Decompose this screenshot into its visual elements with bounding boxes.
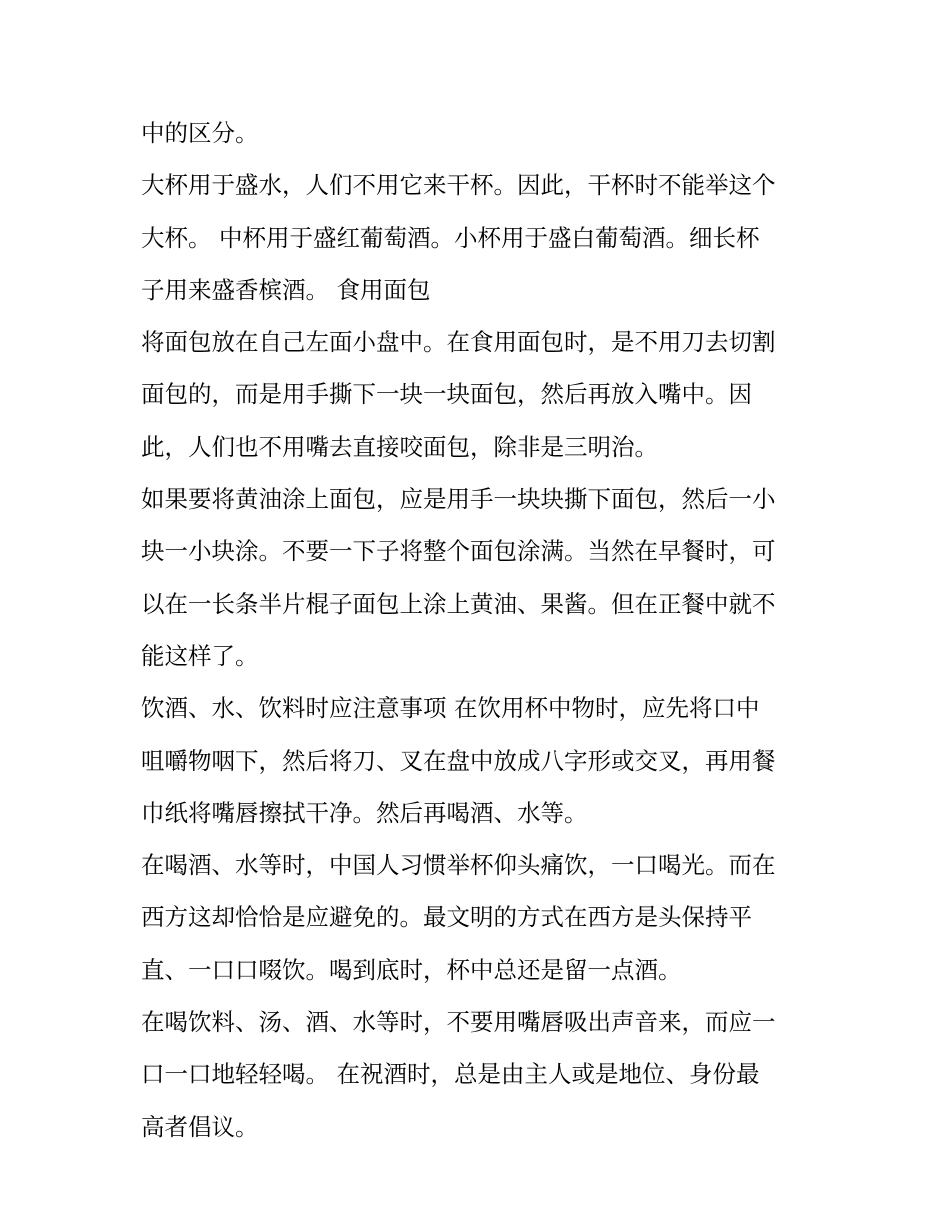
text-line: 此，人们也不用嘴去直接咬面包，除非是三明治。 <box>141 432 658 461</box>
text-line: 大杯。 中杯用于盛红葡萄酒。小杯用于盛白葡萄酒。细长杯 <box>141 223 760 252</box>
document-body <box>141 107 821 1153</box>
text-line: 咀嚼物咽下，然后将刀、叉在盘中放成八字形或交叉，再用餐 <box>141 746 776 775</box>
text-line: 巾纸将嘴唇擦拭干净。然后再喝酒、水等。 <box>141 798 588 827</box>
text-line: 能这样了。 <box>141 641 259 670</box>
text-line: 面包的，而是用手撕下一块一块面包，然后再放入嘴中。因 <box>141 380 752 409</box>
text-line: 直、一口口啜饮。喝到底时，杯中总还是留一点酒。 <box>141 955 682 984</box>
text-line: 饮酒、水、饮料时应注意事项 在饮用杯中物时，应先将口中 <box>141 694 760 723</box>
text-line: 中的区分。 <box>141 119 259 147</box>
text-line: 在喝饮料、汤、酒、水等时，不要用嘴唇吸出声音来，而应一 <box>141 1008 776 1037</box>
text-line: 块一小块涂。不要一下子将整个面包涂满。当然在早餐时，可 <box>141 537 776 566</box>
text-line: 大杯用于盛水，人们不用它来干杯。因此，干杯时不能举这个 <box>141 171 776 200</box>
text-line: 以在一长条半片棍子面包上涂上黄油、果酱。但在正餐中就不 <box>141 589 776 618</box>
text-line: 西方这却恰恰是应避免的。最文明的方式在西方是头保持平 <box>141 903 752 932</box>
text-line: 高者倡议。 <box>141 1112 259 1141</box>
text-line: 口一口地轻轻喝。 在祝酒时，总是由主人或是地位、身份最 <box>141 1060 760 1089</box>
text-line: 将面包放在自己左面小盘中。在食用面包时，是不用刀去切割 <box>141 328 776 357</box>
text-line: 在喝酒、水等时，中国人习惯举杯仰头痛饮，一口喝光。而在 <box>141 851 776 880</box>
text-line: 子用来盛香槟酒。 食用面包 <box>141 275 431 304</box>
text-line: 如果要将黄油涂上面包，应是用手一块块撕下面包，然后一小 <box>141 485 776 514</box>
